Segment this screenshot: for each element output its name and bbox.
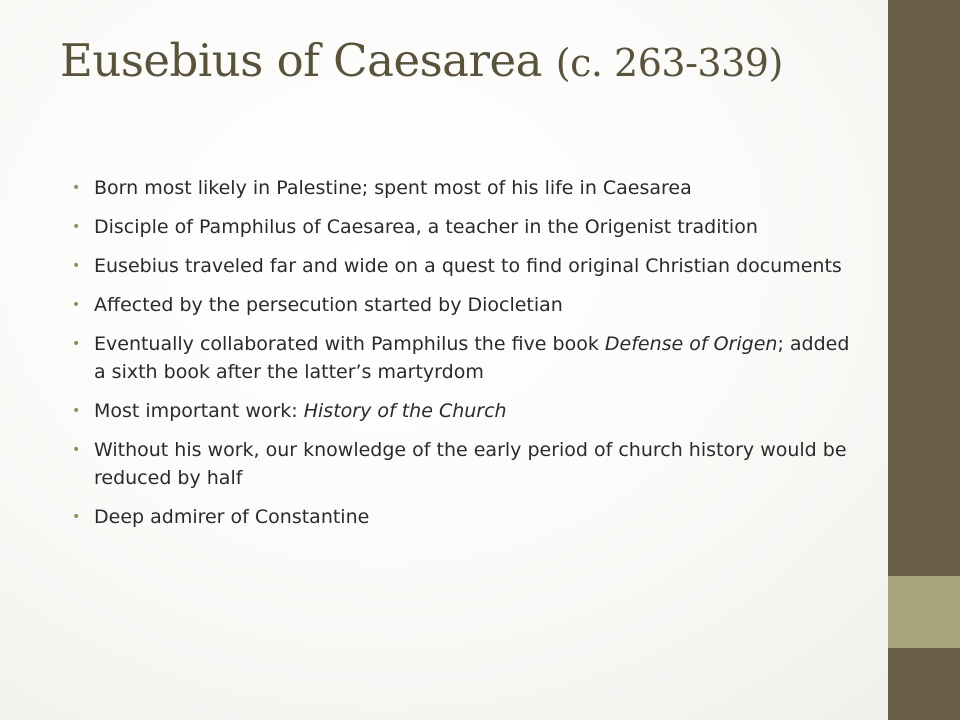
- bullet-text: Born most likely in Palestine; spent most of his life in Caesarea: [94, 177, 692, 199]
- bullet-dot-icon: •: [72, 180, 81, 196]
- side-accent-band: [888, 576, 960, 648]
- bullet-dot-icon: •: [72, 403, 81, 419]
- bullet-item-important-work: [72, 397, 852, 425]
- bullet-item-admirer: [72, 503, 852, 531]
- bullet-dot-icon: •: [72, 509, 81, 525]
- bullet-dot-icon: •: [72, 258, 81, 274]
- slide-title: [60, 30, 860, 94]
- bullet-dot-icon: •: [72, 442, 81, 458]
- title-dates: (c. 263-339): [555, 41, 783, 85]
- bullet-text: Disciple of Pamphilus of Caesarea, a teacher in the Origenist tradition: [94, 216, 758, 238]
- bullet-text: Eusebius traveled far and wide on a quest to find original Christian documents: [94, 255, 842, 277]
- bullet-item-traveled: [72, 252, 852, 280]
- bullet-dot-icon: •: [72, 336, 81, 352]
- bullet-list: [72, 174, 852, 542]
- bullet-italic-text: Defense of Origen: [604, 333, 778, 355]
- bullet-item-without-work: [72, 436, 852, 492]
- bullet-dot-icon: •: [72, 219, 81, 235]
- bullet-text: ; added a sixth book after the latter’s martyrdom: [94, 333, 850, 383]
- bullet-text: Eventually collaborated with Pamphilus the five book: [94, 333, 605, 355]
- bullet-item-disciple: [72, 213, 852, 241]
- bullet-item-collaborated: [72, 330, 852, 386]
- bullet-italic-text: History of the Church: [303, 400, 507, 422]
- bullet-dot-icon: •: [72, 297, 81, 313]
- bullet-item-born: [72, 174, 852, 202]
- bullet-text: Affected by the persecution started by Diocletian: [94, 294, 563, 316]
- bullet-text: Most important work:: [94, 400, 304, 422]
- bullet-text: Without his work, our knowledge of the early period of church history would be reduced by half: [94, 439, 847, 489]
- bullet-text: Deep admirer of Constantine: [94, 506, 370, 528]
- bullet-item-persecution: [72, 291, 852, 319]
- title-main: Eusebius of Caesarea: [60, 34, 556, 87]
